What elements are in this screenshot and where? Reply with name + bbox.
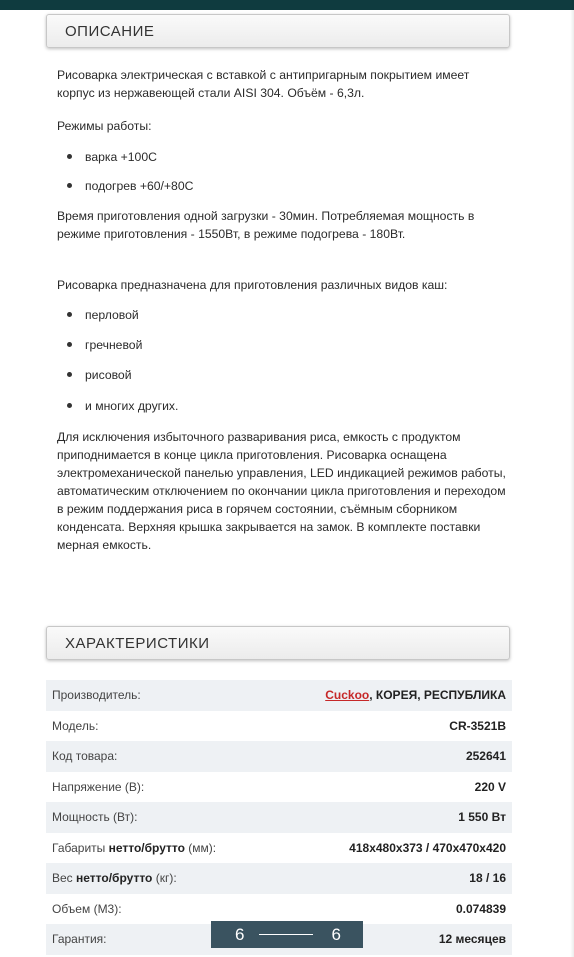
spec-value: CR-3521B	[449, 718, 506, 733]
table-row	[46, 863, 512, 894]
bullet-icon	[67, 154, 72, 159]
spec-label: Код товара:	[52, 749, 118, 763]
spec-label: Вес нетто/брутто (кг):	[52, 871, 177, 885]
spec-label: Мощность (Вт):	[52, 810, 138, 824]
current-page: 6	[235, 925, 245, 944]
description-details: Для исключения избыточного разваривания риса, емкость с продуктом приподнимается в конце цикла приготовления. Рисоварка оснащена электромеханической панелью управления, LED индикацией режимов работы, автоматическим отключением по окончании цикла приготовления и переходом в режим поддержания риса в горячем состоянии, съёмным сборником конденсата. Верхняя крышка закрывается на замок. В комплекте поставки мерная емкость.	[57, 430, 506, 552]
bullet-icon	[67, 183, 72, 188]
bullet-icon	[67, 342, 72, 347]
total-pages: 6	[331, 925, 341, 944]
spec-label: Объем (М3):	[52, 901, 122, 916]
list-item: и многих других.	[67, 397, 178, 415]
table-row	[46, 680, 512, 711]
description-header[interactable]: ОПИСАНИЕ	[46, 14, 510, 48]
bullet-icon	[67, 312, 72, 317]
scroll-edge	[570, 0, 574, 957]
spec-value: 18 / 16	[469, 871, 506, 885]
spec-value: 0.074839	[455, 901, 506, 916]
list-item: гречневой	[67, 336, 142, 354]
specs-header[interactable]: ХАРАКТЕРИСТИКИ	[46, 626, 510, 660]
porridge-title: Рисоварка предназначена для приготовления различных видов каш:	[57, 278, 448, 292]
spec-label: Габариты нетто/брутто (мм):	[52, 840, 217, 855]
spec-value: Cuckoo, КОРЕЯ, РЕСПУБЛИКА	[325, 688, 506, 702]
list-item: перловой	[67, 306, 139, 324]
list-item: рисовой	[67, 366, 132, 384]
table-row	[46, 711, 512, 742]
table-row	[46, 772, 512, 803]
table-row	[46, 894, 512, 925]
list-item: варка +100С	[67, 148, 157, 166]
description-intro: Рисоварка электрическая с вставкой с антипригарным покрытием имеет корпус из нержавеющей стали AISI 304. Объём - 6,3л.	[57, 68, 470, 100]
spec-label: Напряжение (В):	[52, 779, 145, 794]
spec-label: Модель:	[52, 718, 99, 733]
modes-title: Режимы работы:	[57, 119, 152, 133]
bullet-icon	[67, 372, 72, 377]
page-divider	[259, 934, 313, 935]
spec-value: 252641	[465, 749, 506, 763]
bullet-icon	[67, 403, 72, 408]
table-row	[46, 833, 512, 864]
table-row	[46, 741, 512, 772]
spec-value: 418x480x373 / 470x470x420	[349, 840, 506, 855]
spec-label: Производитель:	[52, 688, 141, 702]
page-indicator[interactable]	[211, 921, 363, 948]
spec-label: Гарантия:	[52, 932, 107, 946]
spec-value: 220 V	[474, 779, 506, 794]
list-item: подогрев +60/+80С	[67, 177, 193, 195]
table-row	[46, 802, 512, 833]
cooking-time-text: Время приготовления одной загрузки - 30мин. Потребляемая мощность в режиме приготовления - 1550Вт, в режиме подогрева - 180Вт.	[57, 209, 475, 241]
top-bar	[0, 0, 574, 10]
spec-value: 1 550 Вт	[458, 810, 506, 824]
brand-link[interactable]: Cuckoo	[325, 688, 370, 702]
spec-value: 12 месяцев	[438, 932, 506, 946]
